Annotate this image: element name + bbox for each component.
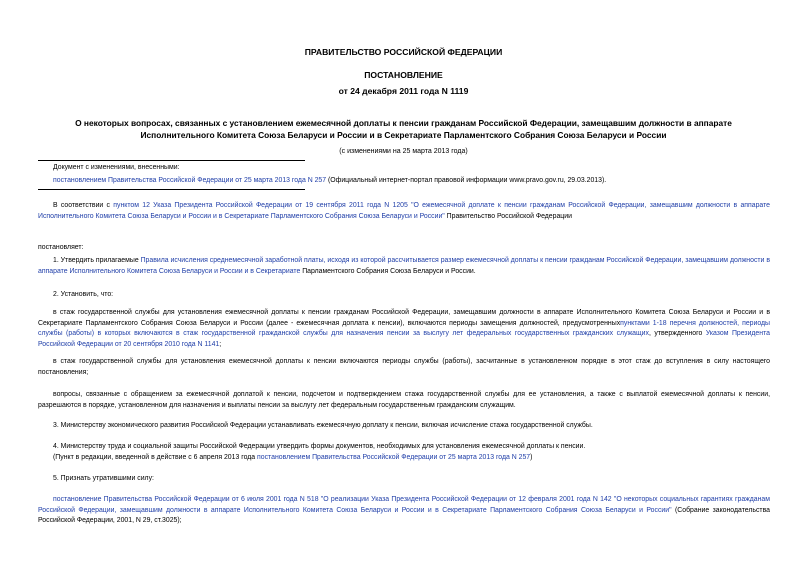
- amend-box-bottom-rule: [38, 189, 305, 190]
- government-heading: ПРАВИТЕЛЬСТВО РОССИЙСКОЙ ФЕДЕРАЦИИ: [304, 47, 503, 57]
- decides-line: постановляет:: [38, 244, 84, 251]
- preamble-text-end: Правительство Российской Федерации: [444, 212, 572, 220]
- paragraph-2: 2. Установить, что:: [53, 291, 114, 298]
- p4-note-text: (Пункт в редакции, введенной в действие с 6 апреля 2013 года: [53, 454, 258, 461]
- paragraph-5a: [38, 495, 770, 527]
- paragraph-2a: [38, 308, 770, 350]
- date-number-heading: от 24 декабря 2011 года N 1119: [338, 86, 469, 96]
- amend-box-label: Документ с изменениями, внесенными:: [53, 164, 180, 171]
- doc-type-heading: ПОСТАНОВЛЕНИЕ: [364, 70, 443, 80]
- paragraph-4: 4. Министерству труда и социальной защиты Российской Федерации утвердить формы документов, необходимых для установления ежемесячной доплаты к пенсии.: [53, 443, 586, 450]
- p1-text-end: Парламентского Собрания Союза Беларуси и России.: [300, 267, 476, 275]
- decree-1205-link[interactable]: пунктом 12 Указа Президента Российской Федерации от 19 сентября 2011 года N 1205 "О ежемесячной доплате к пенсии гражданам Российской Федерации, замещавшим должности в аппарате Исполнительного Комитета Союза Беларуси и России и в Секретариате Парламентского Собрания Союза Беларуси и России": [38, 202, 770, 220]
- p5a-text-end: (Собрание законодательства Российской Федерации, 2001, N 29, ст.3025);: [38, 506, 770, 524]
- document-title-line1: О некоторых вопросах, связанных с установлением ежемесячной доплаты к пенсии гражданам Российской Федерации, замещавшим должности в аппарате: [75, 118, 732, 128]
- p4-note-end: ): [530, 454, 533, 461]
- amend-box-reference: [53, 176, 773, 187]
- amend-tail: (Официальный интернет-портал правовой информации www.pravo.gov.ru, 29.03.2013).: [326, 177, 607, 184]
- paragraph-1: [38, 256, 770, 277]
- paragraph-4-note: [38, 453, 770, 464]
- paragraph-5: 5. Признать утратившими силу:: [53, 475, 154, 482]
- decree-1141-link[interactable]: Указом Президента Российской Федерации от 20 сентября 2010 года N 1141: [38, 330, 770, 348]
- amend-link[interactable]: постановлением Правительства Российской Федерации от 25 марта 2013 года N 257: [53, 177, 327, 184]
- paragraph-3: 3. Министерству экономического развития Российской Федерации устанавливать ежемесячную доплату к пенсии, включая исчисление стажа государственной службы.: [53, 422, 593, 429]
- p2a-text-mid: , утвержденного: [648, 330, 706, 337]
- p2a-text: в стаж государственной службы для установления ежемесячной доплаты к пенсии гражданам Российской Федерации, замещавшим должности в аппарате Исполнительного Комитета Союза Беларуси и России и в Секретариате Парламентского Собрания Союза Беларуси и России (далее - ежемесячная доплата к пенсии), включаются периоды замещения должностей, предусмотренных: [38, 309, 770, 327]
- document-title-line2: Исполнительного Комитета Союза Беларуси и России и в Секретариате Парламентского Собрания Союза Беларуси и России: [140, 130, 667, 140]
- paragraph-2b: в стаж государственной службы для установления ежемесячной доплаты к пенсии включаются периоды службы (работы), засчитанные в установленном порядке в этот стаж до вступления в силу настоящего постановления;: [38, 358, 770, 376]
- amend-257-link[interactable]: постановлением Правительства Российской Федерации от 25 марта 2013 года N 257: [257, 454, 531, 461]
- rules-link[interactable]: Правила исчисления среднемесячной заработной платы, исходя из которой рассчитывается размер ежемесячной доплаты к пенсии гражданам Российской Федерации, замещавшим должности в аппарате Исполнительного Комитета Союза Беларуси и России и в Секретариате: [38, 257, 770, 275]
- resolution-518-link[interactable]: постановление Правительства Российской Федерации от 6 июля 2001 года N 518 "О реализации Указа Президента Российской Федерации от 12 февраля 2001 года N 142 "О некоторых социальных гарантиях гражданам Российской Федерации, замещавшим должности в аппарате Исполнительного Комитета Союза Беларуси и России и в Секретариате Парламентского Собрания Союза Беларуси и России": [38, 496, 770, 514]
- paragraph-2c: вопросы, связанные с обращением за ежемесячной доплатой к пенсии, подсчетом и подтверждением стажа государственной службы для ее установления, а также с выплатой ежемесячной доплаты к пенсии, разрешаются в порядке, установленном для назначения и выплаты пенсии за выслугу лет федеральным государственным гражданским служащим.: [38, 391, 770, 409]
- preamble-text: В соответствии с: [53, 202, 114, 209]
- p1-text: 1. Утвердить прилагаемые: [53, 257, 141, 264]
- amendment-note: (с изменениями на 25 марта 2013 года): [339, 148, 468, 155]
- preamble-paragraph: [38, 201, 770, 222]
- amend-box-top-rule: [38, 160, 305, 161]
- p2a-text-end: ;: [219, 340, 222, 348]
- positions-list-link[interactable]: пунктами 1-18 перечня должностей, периоды службы (работы) в которых включаются в стаж государственной гражданской службы для назначения пенсии за выслугу лет федеральных государственных гражданских служащих: [38, 319, 770, 337]
